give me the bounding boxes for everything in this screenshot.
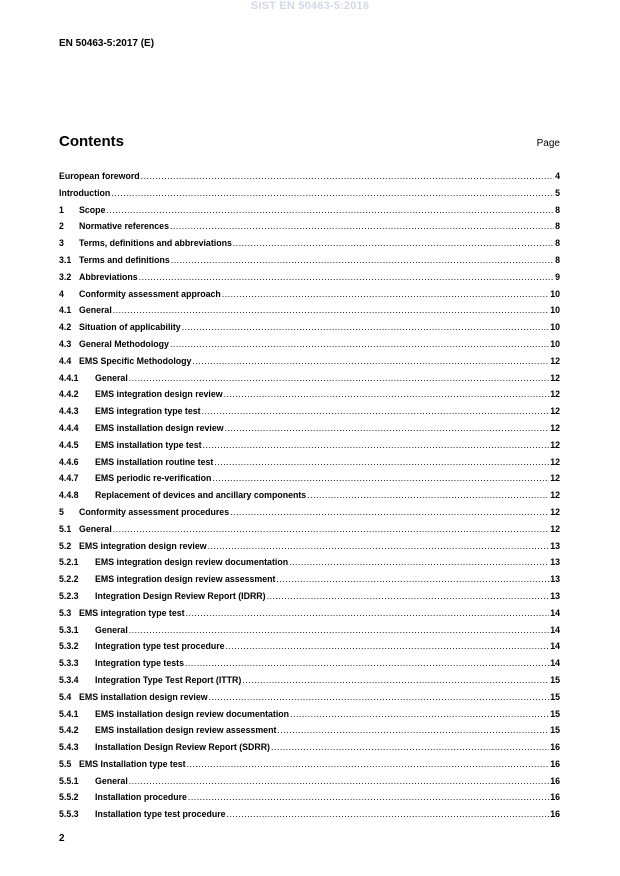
- toc-entry-page: 12: [550, 355, 560, 366]
- toc-entry[interactable]: [59, 722, 560, 739]
- toc-dot-leader: [267, 588, 550, 605]
- toc-entry-page: 12: [550, 389, 560, 400]
- toc-entry-page: 10: [550, 305, 560, 316]
- toc-dot-leader: [209, 689, 550, 706]
- toc-entry[interactable]: [59, 588, 560, 605]
- toc-entry-title: General: [79, 523, 112, 534]
- toc-entry-page: 16: [550, 742, 560, 753]
- toc-dot-leader: [170, 218, 554, 235]
- toc-entry[interactable]: [59, 470, 560, 487]
- toc-entry-number: 3: [59, 238, 64, 249]
- toc-entry[interactable]: [59, 706, 560, 723]
- toc-entry-page: 14: [550, 641, 560, 652]
- toc-dot-leader: [129, 622, 549, 639]
- toc-entry[interactable]: [59, 353, 560, 370]
- toc-entry[interactable]: [59, 218, 560, 235]
- toc-entry-page: 15: [550, 725, 560, 736]
- toc-entry-title: EMS Installation type test: [79, 758, 186, 769]
- toc-entry[interactable]: [59, 538, 560, 555]
- toc-dot-leader: [113, 302, 549, 319]
- toc-entry-title: Terms and definitions: [79, 254, 170, 265]
- toc-dot-leader: [187, 756, 550, 773]
- toc-entry-title: EMS installation design review assessment: [95, 725, 277, 736]
- toc-dot-leader: [290, 706, 549, 723]
- toc-dot-leader: [111, 185, 554, 202]
- toc-entry-page: 8: [555, 204, 560, 215]
- toc-entry-page: 12: [550, 422, 560, 433]
- toc-entry-title: Introduction: [59, 187, 111, 198]
- toc-entry-title: Installation type test procedure: [95, 809, 226, 820]
- toc-entry-title: General Methodology: [79, 338, 169, 349]
- toc-entry-title: Scope: [79, 204, 106, 215]
- toc-entry[interactable]: [59, 286, 560, 303]
- toc-entry-number: 5.4.1: [59, 708, 79, 719]
- toc-entry-title: EMS integration type test: [95, 406, 201, 417]
- toc-entry-page: 10: [550, 338, 560, 349]
- toc-entry-title: General: [95, 372, 128, 383]
- document-id: EN 50463-5:2017 (E): [59, 38, 155, 49]
- toc-entry-title: EMS installation design review: [79, 691, 208, 702]
- toc-entry-page: 12: [550, 439, 560, 450]
- toc-dot-leader: [202, 403, 550, 420]
- toc-entry[interactable]: [59, 370, 560, 387]
- toc-entry-title: EMS integration design review documentation: [95, 557, 289, 568]
- toc-entry-title: Abbreviations: [79, 271, 138, 282]
- toc-dot-leader: [208, 538, 550, 555]
- toc-entry[interactable]: [59, 521, 560, 538]
- toc-dot-leader: [129, 773, 549, 790]
- toc-entry-number: 5.5: [59, 758, 72, 769]
- toc-entry-number: 5.3.3: [59, 658, 79, 669]
- toc-entry-title: Replacement of devices and ancillary components: [95, 490, 307, 501]
- toc-entry-page: 14: [550, 607, 560, 618]
- toc-entry-title: Conformity assessment approach: [79, 288, 221, 299]
- page-number: 2: [59, 833, 65, 844]
- toc-entry[interactable]: [59, 655, 560, 672]
- toc-entry[interactable]: [59, 269, 560, 286]
- toc-entry-page: 15: [550, 691, 560, 702]
- toc-entry[interactable]: [59, 420, 560, 437]
- toc-entry[interactable]: [59, 454, 560, 471]
- toc-entry-page: 14: [550, 624, 560, 635]
- toc-entry-page: 12: [550, 523, 560, 534]
- toc-entry-number: 4: [59, 288, 64, 299]
- toc-entry-number: 5.2: [59, 540, 72, 551]
- toc-entry-number: 4.4.5: [59, 439, 79, 450]
- toc-entry[interactable]: [59, 252, 560, 269]
- toc-dot-leader: [170, 336, 549, 353]
- toc-dot-leader: [227, 806, 550, 823]
- toc-entry[interactable]: [59, 739, 560, 756]
- toc-entry-title: EMS integration design review: [95, 389, 223, 400]
- toc-entry-number: 5.3.4: [59, 674, 79, 685]
- toc-entry[interactable]: [59, 403, 560, 420]
- toc-entry[interactable]: [59, 235, 560, 252]
- toc-entry-page: 12: [550, 372, 560, 383]
- toc-entry-title: EMS installation routine test: [95, 456, 214, 467]
- toc-entry-number: 4.4.7: [59, 473, 79, 484]
- toc-entry[interactable]: [59, 554, 560, 571]
- toc-dot-leader: [185, 655, 549, 672]
- toc-dot-leader: [271, 739, 549, 756]
- toc-entry-number: 5.5.1: [59, 775, 79, 786]
- watermark: SIST EN 50463-5:2018: [250, 0, 370, 12]
- toc-entry-page: 14: [550, 658, 560, 669]
- toc-entry[interactable]: [59, 689, 560, 706]
- toc-entry-page: 10: [550, 322, 560, 333]
- toc-entry-page: 15: [550, 708, 560, 719]
- toc-entry-title: EMS Specific Methodology: [79, 355, 192, 366]
- toc-entry-number: 5.4.2: [59, 725, 79, 736]
- toc-entry-title: General: [79, 305, 112, 316]
- toc-dot-leader: [277, 722, 549, 739]
- toc-entry-number: 5.5.3: [59, 809, 79, 820]
- toc-entry-page: 13: [550, 557, 560, 568]
- toc-dot-leader: [203, 437, 550, 454]
- toc-dot-leader: [222, 286, 549, 303]
- toc-entry-page: 5: [555, 187, 560, 198]
- toc-dot-leader: [233, 235, 554, 252]
- toc-entry-page: 16: [550, 775, 560, 786]
- toc-entry-number: 5.1: [59, 523, 72, 534]
- toc-entry-page: 13: [550, 540, 560, 551]
- toc-entry-number: 5.4.3: [59, 742, 79, 753]
- toc-entry[interactable]: [59, 437, 560, 454]
- toc-dot-leader: [113, 521, 549, 538]
- contents-heading: Contents: [59, 133, 124, 150]
- toc-entry-number: 5.2.3: [59, 590, 79, 601]
- page-column-label: Page: [536, 138, 560, 149]
- toc-entry-number: 4.3: [59, 338, 72, 349]
- toc-entry-number: 4.4.6: [59, 456, 79, 467]
- toc-entry[interactable]: [59, 789, 560, 806]
- toc-dot-leader: [276, 571, 549, 588]
- toc-entry-page: 12: [550, 473, 560, 484]
- toc-dot-leader: [226, 638, 550, 655]
- toc-dot-leader: [129, 370, 549, 387]
- toc-entry-number: 4.4.4: [59, 422, 79, 433]
- toc-entry-page: 8: [555, 254, 560, 265]
- toc-dot-leader: [188, 789, 549, 806]
- toc-entry-number: 5.2.1: [59, 557, 79, 568]
- toc-entry-number: 4.2: [59, 322, 72, 333]
- toc-entry-page: 16: [550, 792, 560, 803]
- toc-entry-page: 13: [550, 574, 560, 585]
- toc-entry-title: Situation of applicability: [79, 322, 181, 333]
- toc-entry[interactable]: [59, 302, 560, 319]
- toc-dot-leader: [192, 353, 549, 370]
- toc-entry-title: EMS installation design review documentation: [95, 708, 290, 719]
- toc-entry-title: Installation Design Review Report (SDRR): [95, 742, 270, 753]
- toc-entry-title: General: [95, 775, 128, 786]
- toc-entry[interactable]: [59, 336, 560, 353]
- toc-entry-title: EMS integration design review: [79, 540, 207, 551]
- toc-entry-title: EMS installation type test: [95, 439, 202, 450]
- toc-entry-number: 5.3.2: [59, 641, 79, 652]
- toc-entry-title: EMS integration type test: [79, 607, 185, 618]
- toc-entry-page: 13: [550, 590, 560, 601]
- toc-entry-number: 4.1: [59, 305, 72, 316]
- toc-entry-number: 4.4: [59, 355, 72, 366]
- toc-dot-leader: [212, 470, 549, 487]
- toc-entry-number: 3.1: [59, 254, 72, 265]
- toc-entry-number: 5.2.2: [59, 574, 79, 585]
- toc-dot-leader: [225, 420, 550, 437]
- toc-entry[interactable]: [59, 487, 560, 504]
- toc-dot-leader: [171, 252, 554, 269]
- toc-entry-title: EMS periodic re-verification: [95, 473, 212, 484]
- toc-dot-leader: [182, 319, 550, 336]
- toc-entry[interactable]: [59, 386, 560, 403]
- toc-entry-number: 5.3: [59, 607, 72, 618]
- toc-dot-leader: [214, 454, 549, 471]
- toc-entry-title: General: [95, 624, 128, 635]
- toc-entry-number: 5.4: [59, 691, 72, 702]
- toc-entry-title: Normative references: [79, 221, 169, 232]
- toc-dot-leader: [289, 554, 549, 571]
- toc-entry-number: 5.3.1: [59, 624, 79, 635]
- toc-entry-number: 2: [59, 221, 64, 232]
- toc-entry[interactable]: [59, 806, 560, 823]
- toc-entry-number: 5.5.2: [59, 792, 79, 803]
- toc-entry[interactable]: [59, 202, 560, 219]
- toc-entry-title: Integration Design Review Report (IDRR): [95, 590, 266, 601]
- toc-entry[interactable]: [59, 319, 560, 336]
- toc-dot-leader: [307, 487, 549, 504]
- toc-entry-page: 4: [555, 171, 560, 181]
- toc-entry-page: 8: [555, 221, 560, 232]
- toc-entry[interactable]: [59, 571, 560, 588]
- toc-entry-page: 16: [550, 758, 560, 769]
- toc-entry-number: 4.4.8: [59, 490, 79, 501]
- toc-entry-number: 4.4.2: [59, 389, 79, 400]
- toc-entry-title: Integration Type Test Report (ITTR): [95, 674, 242, 685]
- toc-entry[interactable]: [59, 504, 560, 521]
- toc-entry[interactable]: [59, 622, 560, 639]
- toc-entry[interactable]: [59, 168, 560, 185]
- toc-dot-leader: [186, 605, 550, 622]
- toc-dot-leader: [139, 269, 554, 286]
- toc-dot-leader: [224, 386, 550, 403]
- toc-dot-leader: [230, 504, 549, 521]
- toc-entry[interactable]: [59, 638, 560, 655]
- toc-entry-page: 8: [555, 238, 560, 249]
- toc-entry[interactable]: [59, 605, 560, 622]
- toc-entry[interactable]: [59, 773, 560, 790]
- toc-entry-title: European foreword: [59, 171, 140, 181]
- toc-entry-number: 1: [59, 204, 64, 215]
- toc-entry-page: 10: [550, 288, 560, 299]
- toc-entry-title: Installation procedure: [95, 792, 187, 803]
- toc-entry-title: EMS integration design review assessment: [95, 574, 276, 585]
- table-of-contents: [59, 168, 560, 823]
- toc-entry-page: 9: [555, 271, 560, 282]
- toc-dot-leader: [106, 202, 554, 219]
- toc-entry-number: 4.4.1: [59, 372, 79, 383]
- toc-entry-title: Conformity assessment procedures: [79, 506, 230, 517]
- toc-entry-page: 16: [550, 809, 560, 820]
- toc-entry-title: Integration type test procedure: [95, 641, 225, 652]
- toc-entry-title: Integration type tests: [95, 658, 184, 669]
- toc-entry-number: 3.2: [59, 271, 72, 282]
- toc-entry-title: Terms, definitions and abbreviations: [79, 238, 232, 249]
- toc-entry-title: EMS installation design review: [95, 422, 224, 433]
- toc-entry-page: 12: [550, 406, 560, 417]
- toc-entry-number: 4.4.3: [59, 406, 79, 417]
- toc-entry[interactable]: [59, 185, 560, 202]
- toc-entry[interactable]: [59, 672, 560, 689]
- toc-entry[interactable]: [59, 756, 560, 773]
- toc-entry-page: 12: [550, 456, 560, 467]
- toc-dot-leader: [141, 168, 554, 185]
- toc-entry-page: 15: [550, 674, 560, 685]
- toc-dot-leader: [242, 672, 549, 689]
- toc-entry-number: 5: [59, 506, 64, 517]
- toc-entry-page: 12: [550, 490, 560, 501]
- toc-entry-page: 12: [550, 506, 560, 517]
